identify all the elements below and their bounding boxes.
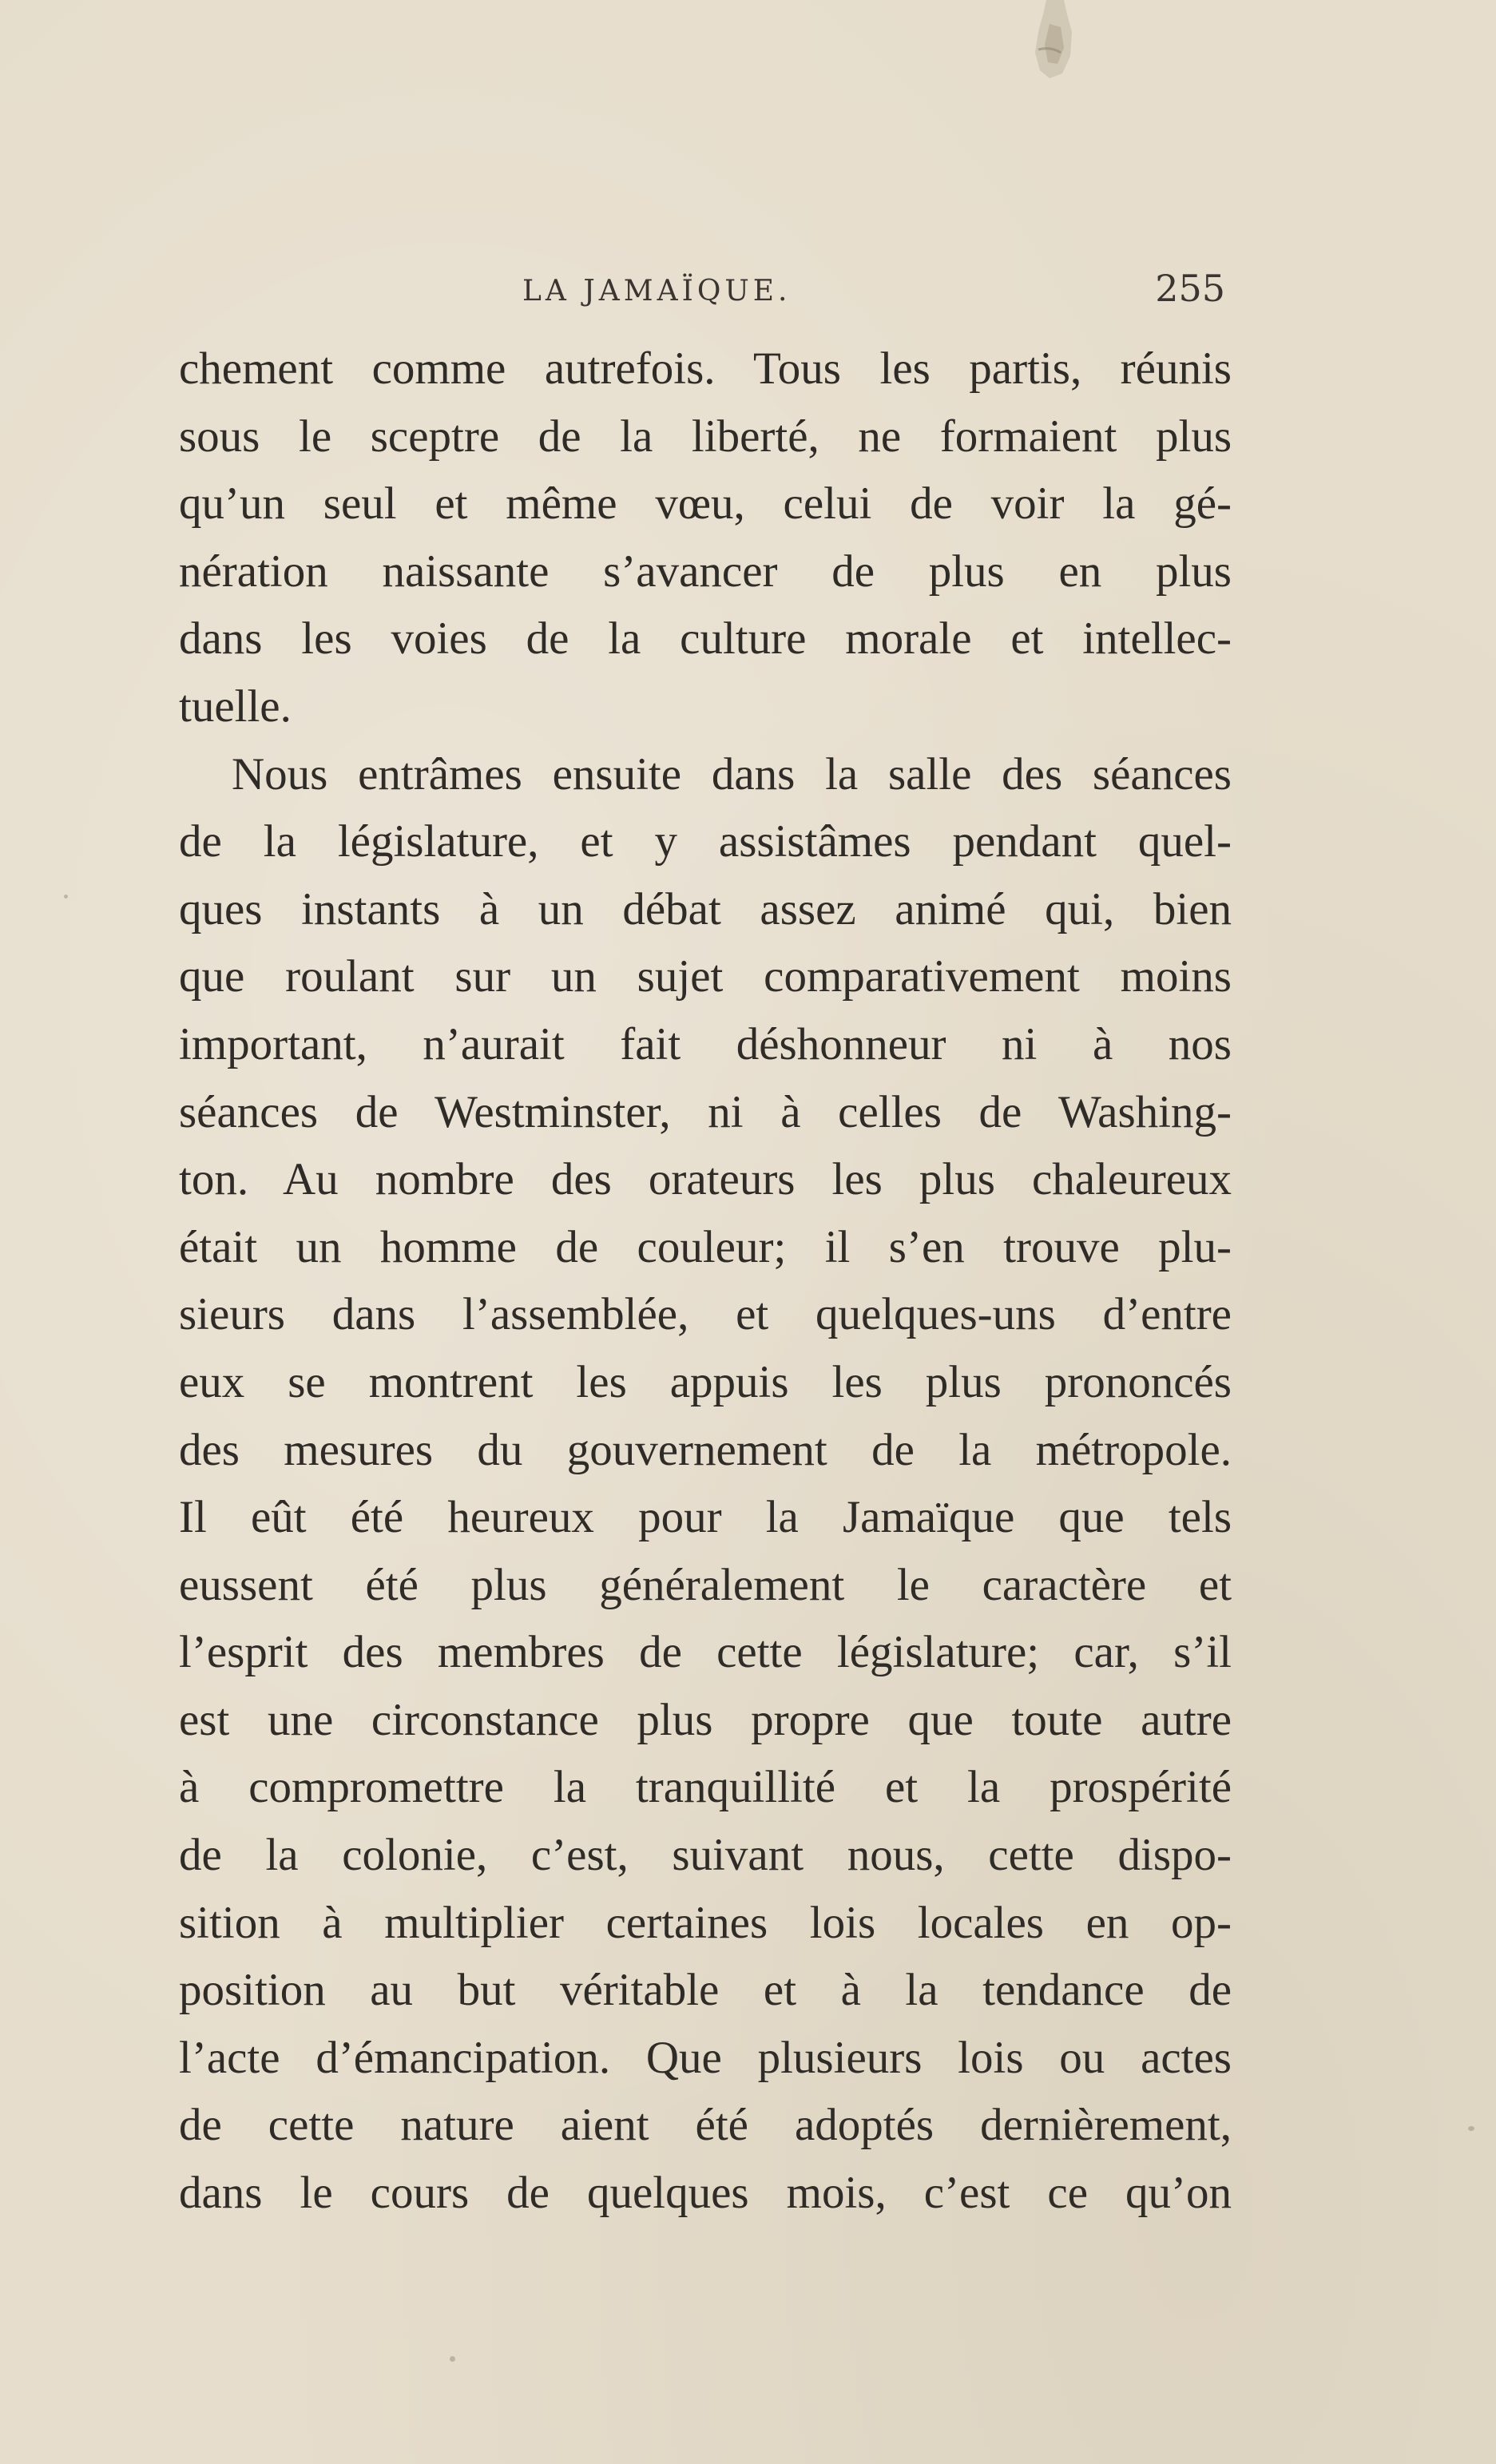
text-line: de la colonie, c’est, suivant nous, cette dispo- (179, 1830, 1232, 1881)
text-line: ques instants à un débat assez animé qui, bien (179, 883, 1232, 934)
paragraph-start-line: Nous entrâmes ensuite dans la salle des séances (232, 748, 1232, 800)
text-line: de cette nature aient été adoptés dernièrement, (179, 2100, 1232, 2151)
text-line: tuelle. (179, 680, 292, 732)
paper-speck (1468, 2126, 1474, 2131)
text-line: des mesures du gouvernement de la métropole. (179, 1424, 1232, 1475)
paper-speck (64, 895, 68, 899)
text-line: de la législature, et y assistâmes pendant quel- (179, 816, 1232, 867)
text-line: l’esprit des membres de cette législature; car, s’il (179, 1627, 1232, 1678)
text-line: séances de Westminster, ni à celles de Washing- (179, 1086, 1232, 1137)
text-line: nération naissante s’avancer de plus en plus (179, 546, 1232, 597)
text-line: qu’un seul et même vœu, celui de voir la gé- (179, 478, 1232, 530)
text-line: sous le sceptre de la liberté, ne formaient plus (179, 411, 1232, 462)
text-line: était un homme de couleur; il s’en trouve plu- (179, 1221, 1232, 1272)
text-line: dans les voies de la culture morale et intellec- (179, 613, 1232, 665)
page-number: 255 (1155, 267, 1225, 310)
text-line: est une circonstance plus propre que toute autre (179, 1694, 1232, 1745)
paper-speck (450, 2356, 455, 2362)
text-line: Il eût été heureux pour la Jamaïque que tels (179, 1492, 1232, 1543)
text-line: ton. Au nombre des orateurs les plus chaleureux (179, 1154, 1232, 1205)
text-line: eux se montrent les appuis les plus prononcés (179, 1356, 1232, 1407)
running-head: LA JAMAÏQUE. (522, 275, 792, 308)
body-text (179, 335, 1232, 2228)
text-line: position au but véritable et à la tendance de (179, 1965, 1232, 2016)
text-line: que roulant sur un sujet comparativement moins (179, 951, 1232, 1002)
text-line: chement comme autrefois. Tous les partis, réunis (179, 343, 1232, 394)
text-line: important, n’aurait fait déshonneur ni à nos (179, 1018, 1232, 1069)
text-line: dans le cours de quelques mois, c’est ce qu’on (179, 2168, 1232, 2219)
text-line: à compromettre la tranquillité et la prospérité (179, 1762, 1232, 1813)
text-line: l’acte d’émancipation. Que plusieurs lois ou actes (179, 2032, 1232, 2083)
ink-stain-mark (1014, 0, 1086, 88)
text-line: sition à multiplier certaines lois locales en op- (179, 1897, 1232, 1948)
page-header (179, 267, 1232, 318)
text-line: eussent été plus généralement le caractère et (179, 1559, 1232, 1610)
text-line: sieurs dans l’assemblée, et quelques-uns d’entre (179, 1289, 1232, 1340)
